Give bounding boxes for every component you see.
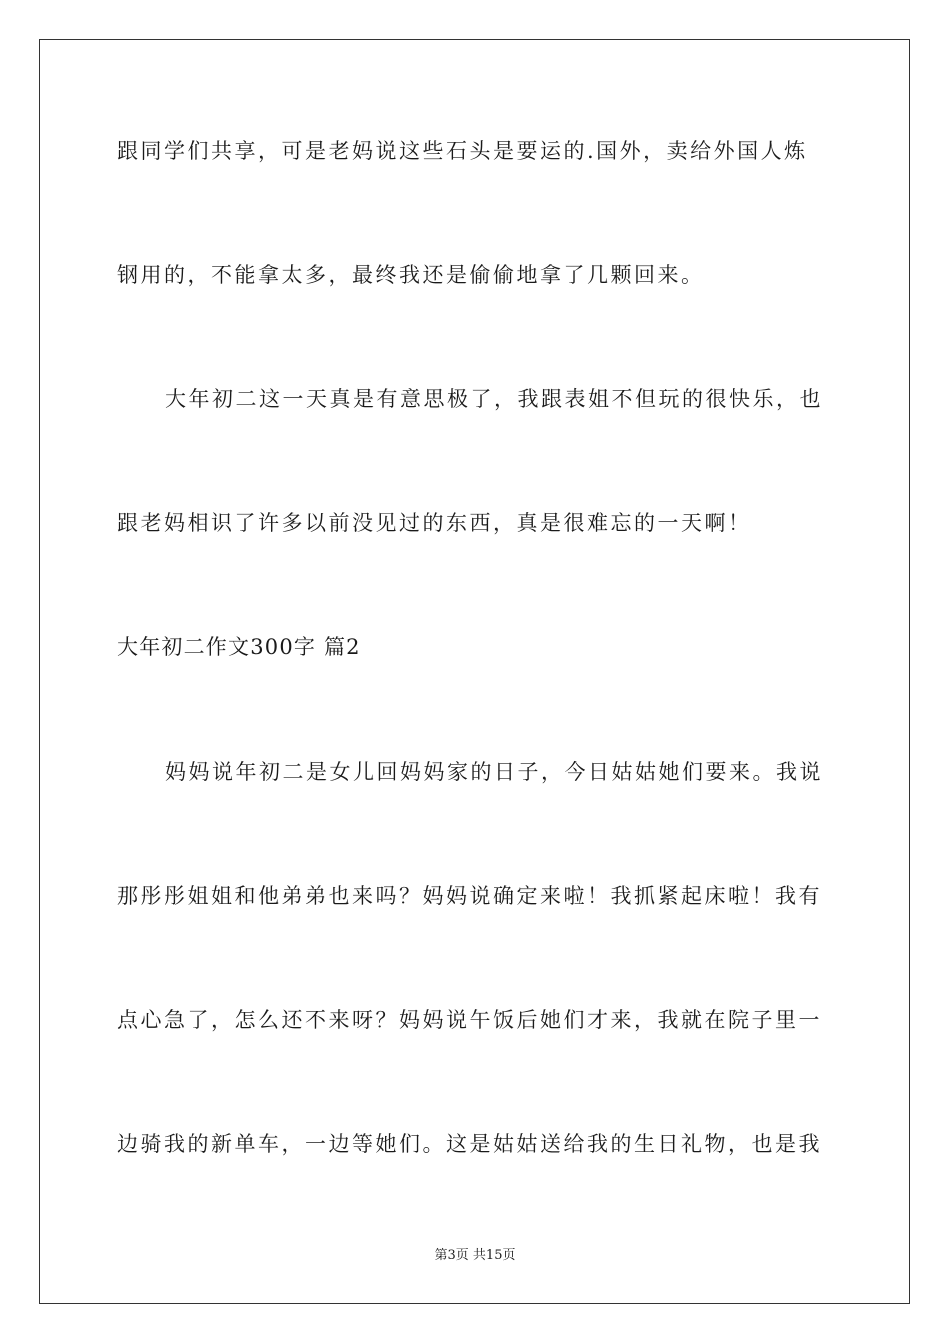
paragraph-line: 跟同学们共享，可是老妈说这些石头是要运的.国外，卖给外国人炼 (117, 139, 808, 163)
page-number: 第3页 共15页 (434, 1248, 516, 1263)
paragraph-line: 大年初二这一天真是有意思极了，我跟表姐不但玩的很快乐，也 (165, 387, 823, 411)
paragraph-line: 钢用的，不能拿太多，最终我还是偷偷地拿了几颗回来。 (117, 263, 705, 287)
page-border (39, 39, 910, 1304)
paragraph-line: 妈妈说年初二是女儿回妈妈家的日子，今日姑姑她们要来。我说 (165, 760, 823, 784)
paragraph-line: 边骑我的新单车，一边等她们。这是姑姑送给我的生日礼物，也是我 (117, 1132, 822, 1156)
paragraph-line: 点心急了，怎么还不来呀？妈妈说午饭后她们才来，我就在院子里一 (117, 1008, 822, 1032)
paragraph-line: 跟老妈相识了许多以前没见过的东西，真是很难忘的一天啊！ (117, 511, 752, 535)
paragraph-line: 那彤彤姐姐和他弟弟也来吗？妈妈说确定来啦！我抓紧起床啦！我有 (117, 884, 822, 908)
section-heading: 大年初二作文300字 篇2 (117, 635, 361, 659)
